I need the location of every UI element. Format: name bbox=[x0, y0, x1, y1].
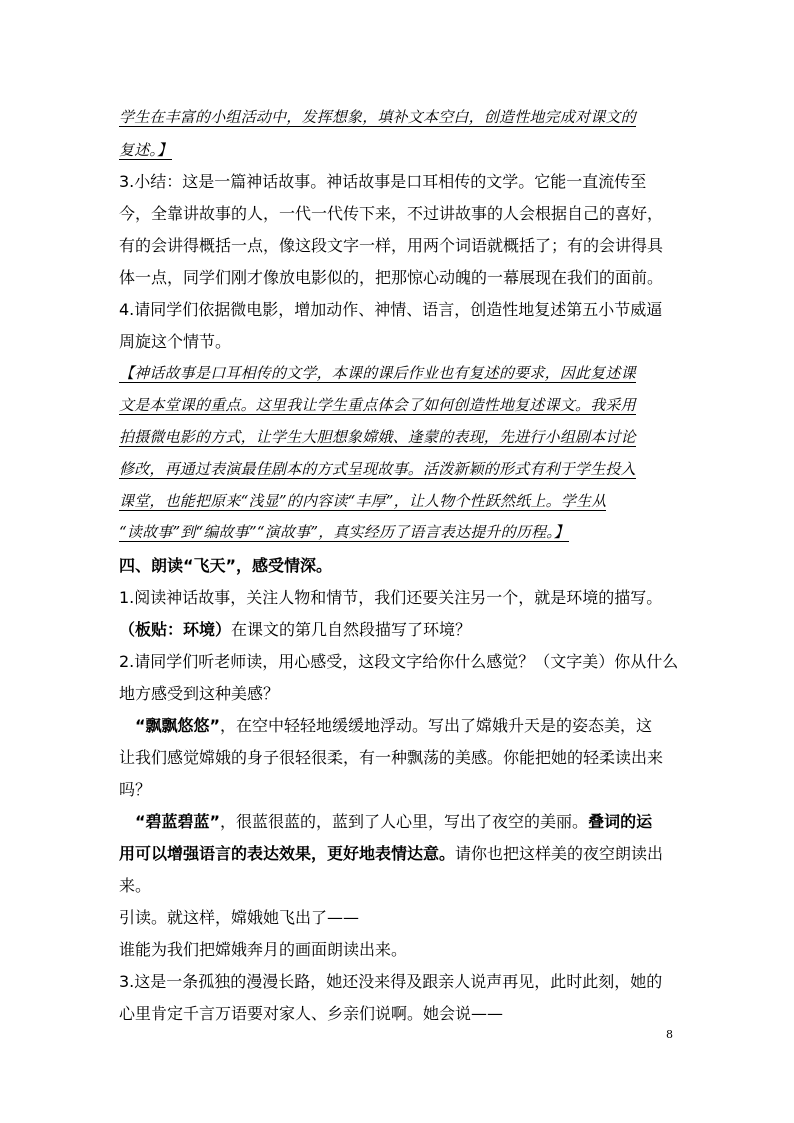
page-number: 8 bbox=[666, 1028, 673, 1041]
text-line: 来。 bbox=[119, 876, 152, 895]
text-line: 今，全靠讲故事的人，一代一代传下来，不过讲故事的人会根据自己的喜好， bbox=[119, 204, 664, 223]
text-line: （板贴：环境）在课文的第几自然段描写了环境？ bbox=[119, 620, 472, 639]
text-line: 3.这是一条孤独的漫漫长路，她还没来得及跟亲人说声再见，此时此刻，她的 bbox=[119, 972, 663, 991]
text-line: 体一点，同学们刚才像放电影似的，把那惊心动魄的一幕展现在我们的面前。 bbox=[119, 268, 664, 287]
text-line: “碧蓝碧蓝”，很蓝很蓝的，蓝到了人心里，写出了夜空的美丽。叠词的运 bbox=[135, 812, 653, 831]
text-line: 谁能为我们把嫦娥奔月的画面朗读出来。 bbox=[119, 940, 408, 959]
text-line: 2.请同学们听老师读，用心感受，这段文字给你什么感觉？（文字美）你从什么 bbox=[119, 652, 679, 671]
text-line: 4.请同学们依据微电影，增加动作、神情、语言，创造性地复述第五小节威逼 bbox=[119, 300, 663, 319]
text-line: 地方感受到这种美感？ bbox=[119, 684, 280, 703]
text-line: 引读。就这样，嫦娥她飞出了—— bbox=[119, 908, 360, 927]
text-line: 周旋这个情节。 bbox=[119, 332, 232, 351]
text-line: 心里肯定千言万语要对家人、乡亲们说啊。她会说—— bbox=[119, 1004, 504, 1023]
text-line: 用可以增强语言的表达效果，更好地表情达意。请你也把这样美的夜空朗读出 bbox=[119, 844, 664, 863]
text-line: 学生在丰富的小组活动中，发挥想象，填补文本空白，创造性地完成对课文的 bbox=[119, 108, 636, 126]
text-line: 有的会讲得概括一点，像这段文字一样，用两个词语就概括了；有的会讲得具 bbox=[119, 236, 664, 255]
reflection-note: “读故事”到“编故事”“演故事”，真实经历了语言表达提升的历程。】 bbox=[119, 523, 570, 541]
reflection-note: 课堂，也能把原来“浅显”的内容读“丰厚”，让人物个性跃然纸上。学生从 bbox=[119, 492, 607, 510]
text-line: 1.阅读神话故事，关注人物和情节，我们还要关注另一个，就是环境的描写。 bbox=[119, 588, 663, 607]
reflection-note: 拍摄微电影的方式，让学生大胆想象嫦娥、逢蒙的表现，先进行小组剧本讨论 bbox=[119, 428, 636, 446]
reflection-note: 【神话故事是口耳相传的文学，本课的课后作业也有复述的要求，因此复述课 bbox=[119, 364, 636, 382]
text-line: 3.小结：这是一篇神话故事。神话故事是口耳相传的文学。它能一直流传至 bbox=[119, 172, 647, 191]
section-heading: 四、朗读“飞天”，感受情深。 bbox=[119, 556, 333, 575]
text-line: 吗？ bbox=[119, 780, 152, 799]
text-line: 让我们感觉嫦娥的身子很轻很柔，有一种飘荡的美感。你能把她的轻柔读出来 bbox=[119, 748, 664, 767]
text-line: “飘飘悠悠”，在空中轻轻地缓缓地浮动。写出了嫦娥升天是的姿态美，这 bbox=[135, 716, 653, 735]
text-line: 复述。】 bbox=[119, 141, 173, 159]
reflection-note: 文是本堂课的重点。这里我让学生重点体会了如何创造性地复述课文。我采用 bbox=[119, 396, 636, 414]
reflection-note: 修改，再通过表演最佳剧本的方式呈现故事。活泼新颖的形式有利于学生投入 bbox=[119, 460, 636, 478]
